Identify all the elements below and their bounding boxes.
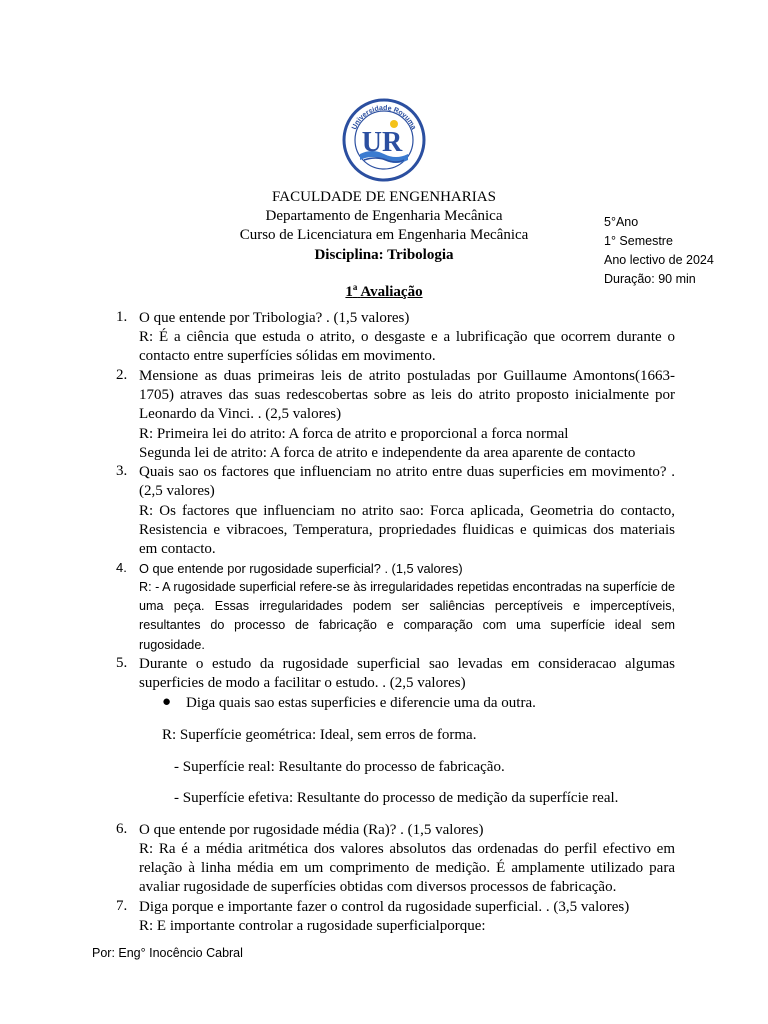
year-label: 5°Ano [604,215,639,229]
evaluation-superscript: a [352,282,358,292]
answer-text: - Superfície real: Resultante do processo de fabricação. [174,759,505,775]
bullet-text: Diga quais sao estas superficies e diferencie uma da outra. [186,695,536,711]
answer-text: R: Superfície geométrica: Ideal, sem erros de forma. [162,727,477,743]
department-title: Departamento de Engenharia Mecânica [265,208,503,224]
question-number: 6. [116,821,128,837]
evaluation-number: 1 [345,284,353,300]
logo-text: UR [361,127,403,158]
discipline-value: Tribologia [387,247,454,263]
answer-text: R: Primeira lei do atrito: A forca de atrito e proporcional a forca normal [139,426,569,442]
answer-text: - Superfície efetiva: Resultante do processo de medição da superfície real. [174,790,619,806]
question-text: O que entende por rugosidade média (Ra)? . (1,5 valores) [139,822,484,838]
answer-text: Segunda lei de atrito: A forca de atrito e independente da area aparente de contacto [139,445,636,461]
question-number: 4. [116,560,127,575]
answer-text: R: É a ciência que estuda o atrito, o desgaste e a lubrificação que ocorrem durante o contacto entre superfícies sólidas em movimento. [139,329,675,365]
question-number: 5. [116,655,128,671]
question-number: 3. [116,463,128,479]
question-text: Diga porque e importante fazer o control da rugosidade superficial. . (3,5 valores) [139,899,630,915]
question-text: Quais sao os factores que influenciam no atrito entre duas superficies em movimento? . (2,5 valores) [139,464,675,500]
academic-year-label: Ano lectivo de 2024 [604,253,714,267]
discipline-label: Disciplina: [314,247,384,263]
question-text: O que entende por rugosidade superficial? . (1,5 valores) [139,561,463,576]
logo-ring-text: Universidade Rovuma [351,104,417,131]
duration-label: Duração: 90 min [604,272,696,286]
question-text: O que entende por Tribologia? . (1,5 valores) [139,310,410,326]
question-text: Mensione as duas primeiras leis de atrito postuladas por Guillaume Amontons(1663-1705) atraves das suas redescobertas sobre as leis do atrito proposto inicialmente por Leonardo da Vinci. . (2,5 valores) [139,368,675,423]
question-number: 7. [116,898,128,914]
faculty-title: FACULDADE DE ENGENHARIAS [272,189,496,205]
question-text: Durante o estudo da rugosidade superficial sao levadas em consideracao algumas superficies de modo a facilitar o estudo. . (2,5 valores) [139,656,675,692]
evaluation-text: Avaliação [360,284,423,300]
question-number: 1. [116,309,128,325]
semester-label: 1° Semestre [604,234,673,248]
bullet-icon: ● [162,694,172,710]
author-footer: Por: Eng° Inocêncio Cabral [92,946,243,960]
answer-text: R: E importante controlar a rugosidade superficialporque: [139,918,486,934]
question-number: 2. [116,367,128,383]
course-title: Curso de Licenciatura em Engenharia Mecânica [239,227,529,243]
answer-text: R: Os factores que influenciam no atrito sao: Forca aplicada, Geometria do contacto, Resistencia e vibracoes, Temperatura, propriedades fluidicas e quimicas dos materiais em contacto. [139,503,675,558]
answer-text: R: - A rugosidade superficial refere-se às irregularidades repetidas encontradas na superfície de uma peça. Essas irregularidades podem ser saliências perceptíveis e imperceptíveis, resultantes do processo de fabricação e comparação com uma superfície ideal sem rugosidade. [139,580,675,652]
answer-text: R: Ra é a média aritmética dos valores absolutos das ordenadas do perfil efectivo em relação à linha média em um comprimento de medição. É amplamente utilizado para avaliar rugosidade de superfícies obtidas com diversos processos de fabricação. [139,841,675,896]
